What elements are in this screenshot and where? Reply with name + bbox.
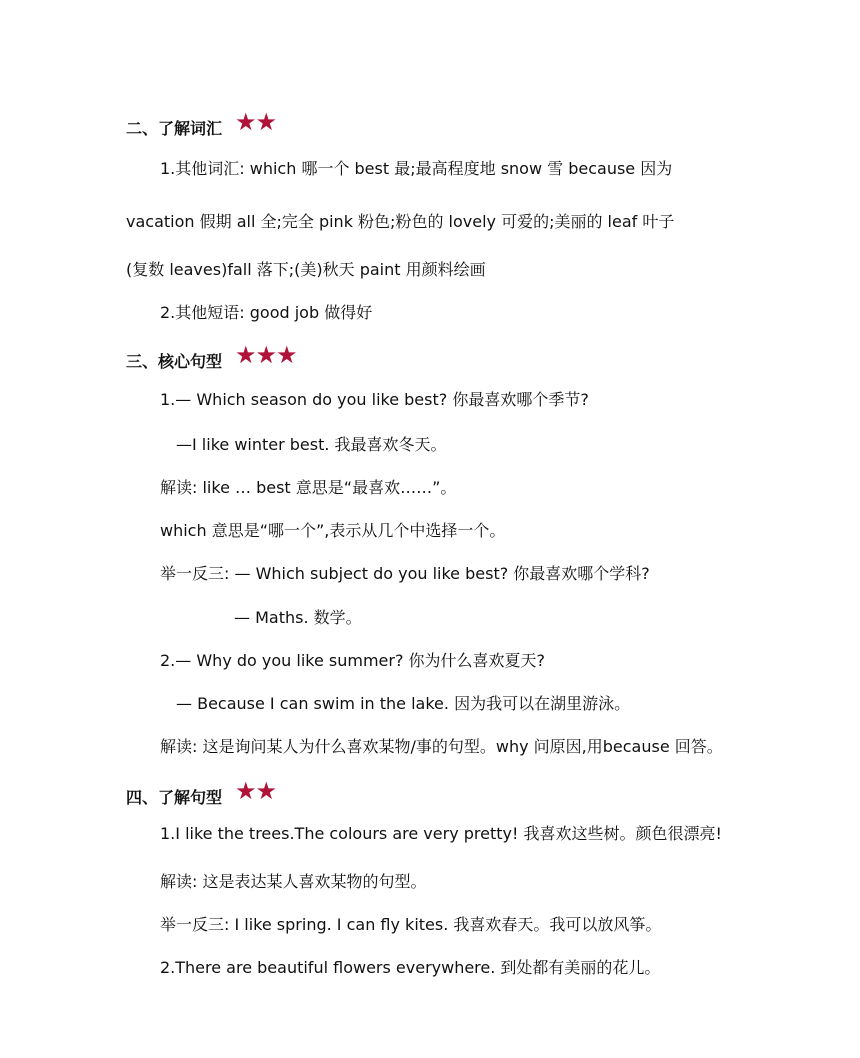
vocab-line-2: vacation 假期 all 全;完全 pink 粉色;粉色的 lovely 可爱的;美丽的 leaf 叶子 [126,212,675,231]
sentence-line: — Because I can swim in the lake. 因为我可以在湖里游泳。 [176,694,631,713]
section-heading-core-sentences: 三、核心句型 [126,352,223,371]
example-line: — Maths. 数学。 [234,608,362,627]
sentence-line: 2.There are beautiful flowers everywhere. 到处都有美丽的花儿。 [160,958,661,977]
sentence-line: 1.I like the trees.The colours are very pretty! 我喜欢这些树。颜色很漂亮! [160,824,722,843]
star-rating-icon: ★★★ [235,341,297,369]
phrase-line: 2.其他短语: good job 做得好 [160,303,373,322]
vocab-line-3: (复数 leaves)fall 落下;(美)秋天 paint 用颜料绘画 [126,260,486,279]
section-heading-vocabulary: 二、了解词汇 [126,119,223,138]
explanation-line: 解读: 这是表达某人喜欢某物的句型。 [160,872,427,891]
explanation-line: 解读: like … best 意思是“最喜欢……”。 [160,478,457,497]
sentence-line: 2.— Why do you like summer? 你为什么喜欢夏天? [160,651,546,670]
sentence-line: —I like winter best. 我最喜欢冬天。 [176,435,447,454]
star-rating-icon: ★★ [235,777,277,805]
vocab-line-1: 1.其他词汇: which 哪一个 best 最;最高程度地 snow 雪 because 因为 [160,159,673,178]
explanation-line: which 意思是“哪一个”,表示从几个中选择一个。 [160,521,506,540]
sentence-line: 1.— Which season do you like best? 你最喜欢哪个季节? [160,390,589,409]
example-line: 举一反三: I like spring. I can fly kites. 我喜欢春天。我可以放风筝。 [160,915,662,934]
explanation-line: 解读: 这是询问某人为什么喜欢某物/事的句型。why 问原因,用because 回答。 [160,737,723,756]
example-line: 举一反三: — Which subject do you like best? 你最喜欢哪个学科? [160,564,650,583]
star-rating-icon: ★★ [235,108,277,136]
section-heading-sentence-patterns: 四、了解句型 [126,788,223,807]
